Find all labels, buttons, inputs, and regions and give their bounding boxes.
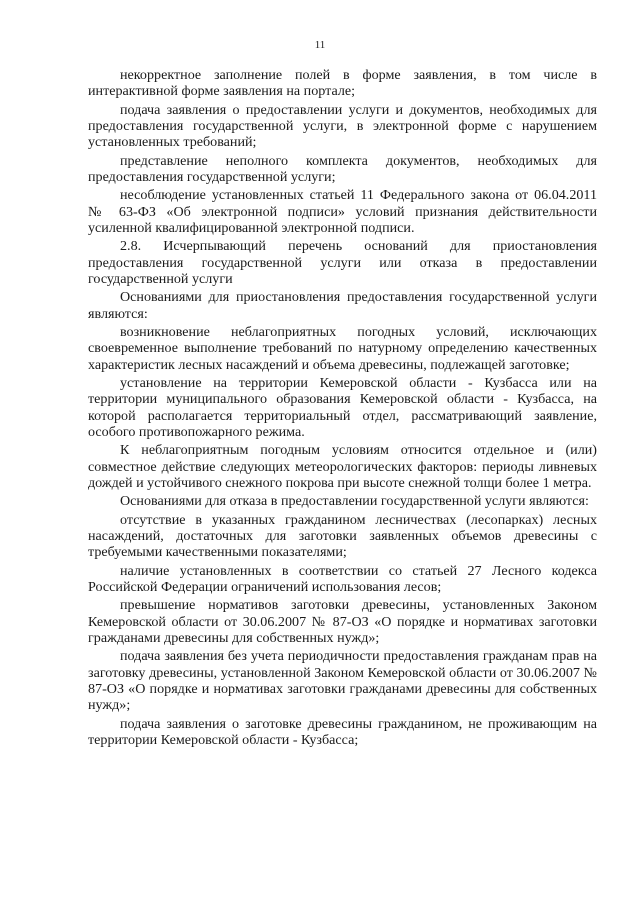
paragraph-incomplete-documents: представление неполного комплекта документов, необходимых для предоставления государственной услуги; — [88, 152, 597, 185]
paragraph-incorrect-form-filling: некорректное заполнение полей в форме заявления, в том числе в интерактивной форме заявления на портале; — [88, 67, 597, 100]
paragraph-non-resident-applicant: подача заявления о заготовке древесины гражданином, не проживающим на территории Кемеровской области - Кузбасса; — [88, 715, 597, 748]
page-number: 11 — [314, 39, 326, 51]
paragraph-suspension-grounds-intro: Основаниями для приостановления предоставления государственной услуги являются: — [88, 289, 597, 322]
paragraph-adverse-weather: возникновение неблагоприятных погодных условий, исключающих своевременное выполнение требований по натурному определению качественных характеристик лесных насаждений и объема древесины, подлежащей заготовке; — [88, 324, 597, 373]
paragraph-periodicity-ignored: подача заявления без учета периодичности предоставления гражданам прав на заготовку древесины, установленной Законом Кемеровской области от 30.06.2007 № 87-ОЗ «О порядке и нормативах заготовки гражданами древесины для собственных нужд»; — [88, 648, 597, 714]
paragraph-forest-use-restrictions: наличие установленных в соответствии со статьей 27 Лесного кодекса Российской Федерации ограничений использования лесов; — [88, 562, 597, 595]
paragraph-weather-definition: К неблагоприятным погодным условиям относится отдельное и (или) совместное действие следующих метеорологических факторов: периоды ливневых дождей и устойчивого снежного покрова при высоте снежной толщи более 1 метра. — [88, 442, 597, 491]
paragraph-norms-exceeded: превышение нормативов заготовки древесины, установленных Законом Кемеровской области от 30.06.2007 № 87-ОЗ «О порядке и нормативах заготовки гражданами древесины для собственных нужд»; — [88, 597, 597, 646]
paragraph-electronic-signature: несоблюдение установленных статьей 11 Федерального закона от 06.04.2011 № 63-ФЗ «Об электронной подписи» условий признания действительности усиленной квалифицированной электронной подписи. — [88, 187, 597, 236]
section-heading-2-8: 2.8. Исчерпывающий перечень оснований для приостановления предоставления государственной услуги или отказа в предоставлении государственной услуги — [88, 238, 597, 287]
paragraph-electronic-submission-violation: подача заявления о предоставлении услуги и документов, необходимых для предоставления государственной услуги, в электронной форме с нарушением установленных требований; — [88, 101, 597, 151]
document-body — [88, 67, 597, 750]
paragraph-no-forest-stands: отсутствие в указанных гражданином лесничествах (лесопарках) лесных насаждений, достаточных для заготовки заявленных объемов древесины с требуемыми качественными показателями; — [88, 511, 597, 561]
paragraph-refusal-grounds-intro: Основаниями для отказа в предоставлении государственной услуги являются: — [120, 493, 589, 510]
paragraph-fire-regime: установление на территории Кемеровской области - Кузбасса или на территории муниципального образования Кемеровской области - Кузбасса, на которой располагается территориальный отдел, рассматривающий заявление, особого противопожарного режима. — [88, 375, 597, 440]
